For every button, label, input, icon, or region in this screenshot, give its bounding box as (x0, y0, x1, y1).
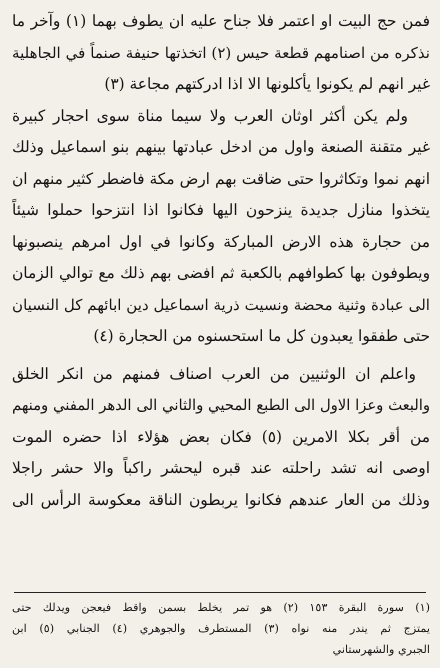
text-line: يتخذوا منازل جديدة ينزحون اليها فكانوا اذا انتزحوا حملوا شيئاً (12, 201, 430, 219)
text-line: ولم يكن أكثر اوثان العرب ولا سيما مناة سوى احجار كبيرة (12, 106, 408, 125)
text-line: من حجارة هذه الارض المباركة وكانوا في اول امرهم ينصبونها (12, 232, 430, 251)
text-line: والبعث وعزا الاول الى الطبع المحيي والثاني الى الدهر المفني ومنهم (12, 397, 430, 414)
paragraph-1 (12, 6, 430, 101)
footnote-divider (14, 592, 426, 593)
text-line: انهم نموا وتكاثروا حتى ضاقت بهم ارض مكة فاضطر كثير منهم ان (12, 169, 430, 188)
text-line: غير متقنة الصنعة واول من ادخل عبادتها بينهم بنو اسماعيل وذلك (12, 138, 430, 156)
text-line: اوصى انه تشد راحلته عند قبره ليحشر راكباً والا حشر راجلا (12, 459, 430, 477)
text-line: الى عبادة وثنية محضة ونسيت ذرية اسماعيل دين ابائهم كل النسيان (12, 295, 430, 314)
text-line: حتى طفقوا يعبدون كل ما استحسنوه من الحجارة (٤) (93, 327, 430, 345)
text-line: ويطوفون بها كطوافهم بالكعبة ثم افضى بهم ذلك مع توالي الزمان (12, 264, 430, 282)
paragraph-3 (12, 359, 430, 517)
footnote-line: الجبري والشهرستاني (332, 643, 430, 656)
footnotes (12, 597, 430, 660)
text-line: من أقر بكلا الامرين (٥) فكان بعض هؤلاء اذا حضره الموت (12, 427, 430, 446)
text-line: وذلك من العار عندهم فكانوا يربطون الناقة معكوسة الرأس الى (12, 490, 430, 509)
text-line: واعلم ان الوثنيين من العرب اصناف فمنهم من انكر الخلق (12, 364, 416, 383)
footnote-line: (١) سورة البقرة ١٥٣ (٢) هو تمر يخلط بسمن واقط فيعجن ويدلك حتى (12, 601, 430, 614)
footnote-line: يمتزج ثم يندر منه نواه (٣) المستطرف والجوهري (٤) الجنابي (٥) ابن (12, 622, 430, 635)
text-line: غير انهم لم يكونوا يأكلونها الا اذا ادركتهم مجاعة (٣) (104, 75, 430, 93)
paragraph-2 (12, 101, 430, 353)
text-line: فمن حج البيت او اعتمر فلا جناح عليه ان يطوف بهما (١) وآخر ما (12, 12, 430, 30)
text-line: نذكره من اصنامهم قطعة حيس (٢) اتخذتها حنيفة صنماً في الجاهلية (12, 43, 430, 62)
